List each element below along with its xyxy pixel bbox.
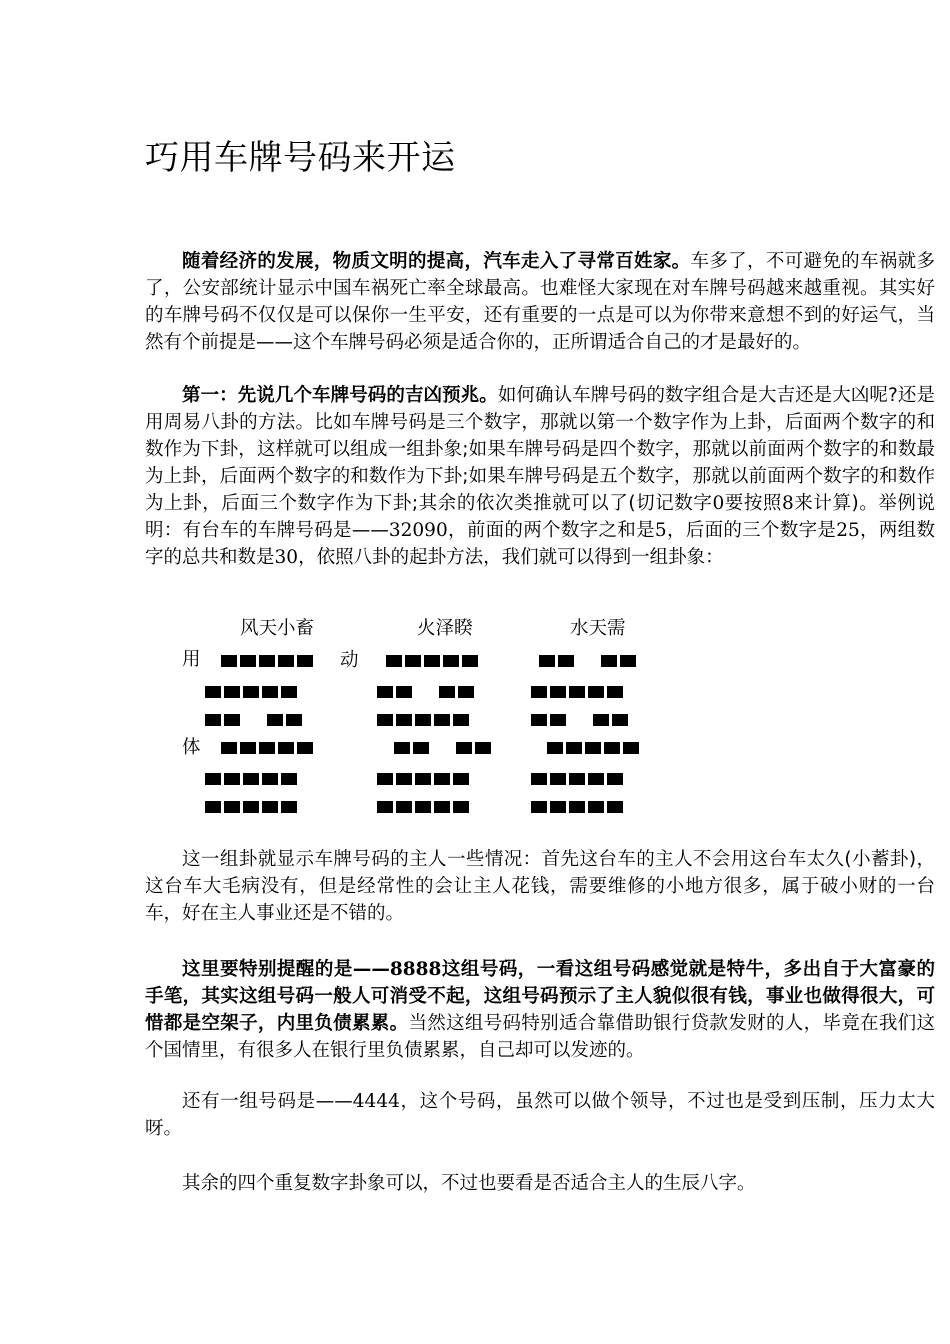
- yang-line: [377, 773, 469, 785]
- yang-line: [221, 742, 313, 754]
- gua-name-2: 火泽睽: [417, 618, 473, 639]
- yin-line: [531, 714, 628, 726]
- method-text-2: 要按照: [724, 493, 782, 514]
- number-30: 30: [274, 547, 299, 568]
- yin-line: [539, 655, 636, 667]
- p5-text-2: ，这个号码，虽然可以做个领导，不过也是受到压制，压力太大呀。: [145, 1091, 935, 1139]
- interpretation-paragraph: 这一组卦就显示车牌号码的主人一些情况：首先这台车的主人不会用这台车太久(小蓄卦)，这台车大毛病没有，但是经常性的会让主人花钱，需要维修的小地方很多，属于破小财的一台车，好在主人事业还是不错的。: [145, 849, 935, 924]
- method-text-3: 来计算)。举例说明：有台车的车牌号码是——: [145, 493, 935, 541]
- yang-line: [205, 801, 297, 813]
- yang-line: [377, 801, 469, 813]
- method-paragraph: [145, 382, 935, 571]
- yang-line: [531, 773, 623, 785]
- yin-line: [394, 742, 491, 754]
- method-text-6: ，两组数字的总共和数是: [145, 520, 935, 568]
- yang-line: [221, 655, 313, 667]
- warning-bold-2: 这组号码，一看这组号码感觉就是特牛，多出自于大富豪的手笔，其实这组号码一般人可消受不起，这组号码预示了主人貌似很有钱，事业也做得很大，可惜都是空架子，内里负债累累。: [145, 959, 935, 1034]
- method-text-4: ，前面的两个数字之和是: [447, 520, 655, 541]
- warning-bold-1: 这里要特别提醒的是——: [182, 959, 390, 980]
- yang-line: [531, 801, 623, 813]
- number-25: 25: [836, 520, 860, 541]
- yang-line: [377, 714, 469, 726]
- intro-text: 车多了，不可避免的车祸就多了，公安部统计显示中国车祸死亡率全球最高。也难怪大家现在对车牌号码越来越重视。其实好的车牌号码不仅仅是可以保你一生平安，还有重要的一点是可以为你带来意想不到的好运气，当然有个前提是——这个车牌号码必须是适合你的，正所谓适合自己的才是最好的。: [145, 251, 935, 353]
- method-bold: 第一：先说几个车牌号码的吉凶预兆。: [182, 385, 498, 406]
- yin-line: [205, 714, 302, 726]
- method-text-7: ，依照八卦的起卦方法，我们就可以得到一组卦象：: [298, 547, 724, 568]
- label-ti: 体: [182, 737, 201, 758]
- number-4444-paragraph: [145, 1088, 935, 1142]
- label-dong: 动: [340, 650, 359, 671]
- intro-bold: 随着经济的发展，物质文明的提高，汽车走入了寻常百姓家。: [182, 251, 691, 272]
- label-yong: 用: [182, 649, 201, 670]
- warning-text: 当然这组号码特别适合靠借助银行贷款发财的人，毕竟在我们这个国情里，有很多人在银行里负债累累，自己却可以发迹的。: [145, 1013, 935, 1061]
- method-text-1: 如何确认车牌号码的数字组合是大吉还是大凶呢?还是用周易八卦的方法。比如车牌号码是三个数字，那就以第一个数字作为上卦，后面两个数字的和数作为下卦，这样就可以组成一组卦象;如果车牌号码是四个数字，那就以前面两个数字的和数最为上卦，后面两个数字的和数作为下卦;如果车牌号码是五个数字，那就以前面两个数字的和数作为上卦，后面三个数字作为下卦;其余的依次类推就可以了(切记数字: [145, 385, 935, 514]
- intro-paragraph: [145, 248, 935, 356]
- number-32090: 32090: [388, 520, 448, 541]
- gua-name-3: 水天需: [570, 618, 626, 639]
- yang-line: [205, 686, 297, 698]
- closing-paragraph: 其余的四个重复数字卦象可以，不过也要看是否适合主人的生辰八字。: [182, 1173, 756, 1194]
- number-4444: 4444: [352, 1091, 400, 1112]
- warning-8888-paragraph: [145, 956, 935, 1064]
- yang-line: [531, 686, 623, 698]
- number-8: 8: [781, 493, 794, 514]
- number-8888: 8888: [389, 959, 442, 980]
- p5-text-1: 还有一组号码是——: [182, 1091, 353, 1112]
- page-title: 巧用车牌号码来开运: [145, 138, 456, 178]
- yang-line: [205, 773, 297, 785]
- gua-name-1: 风天小畜: [240, 618, 315, 639]
- yin-line: [377, 686, 474, 698]
- number-0: 0: [712, 493, 725, 514]
- number-5: 5: [654, 520, 667, 541]
- yang-line: [547, 742, 639, 754]
- yang-line: [386, 655, 478, 667]
- method-text-5: ，后面的三个数字是: [666, 520, 837, 541]
